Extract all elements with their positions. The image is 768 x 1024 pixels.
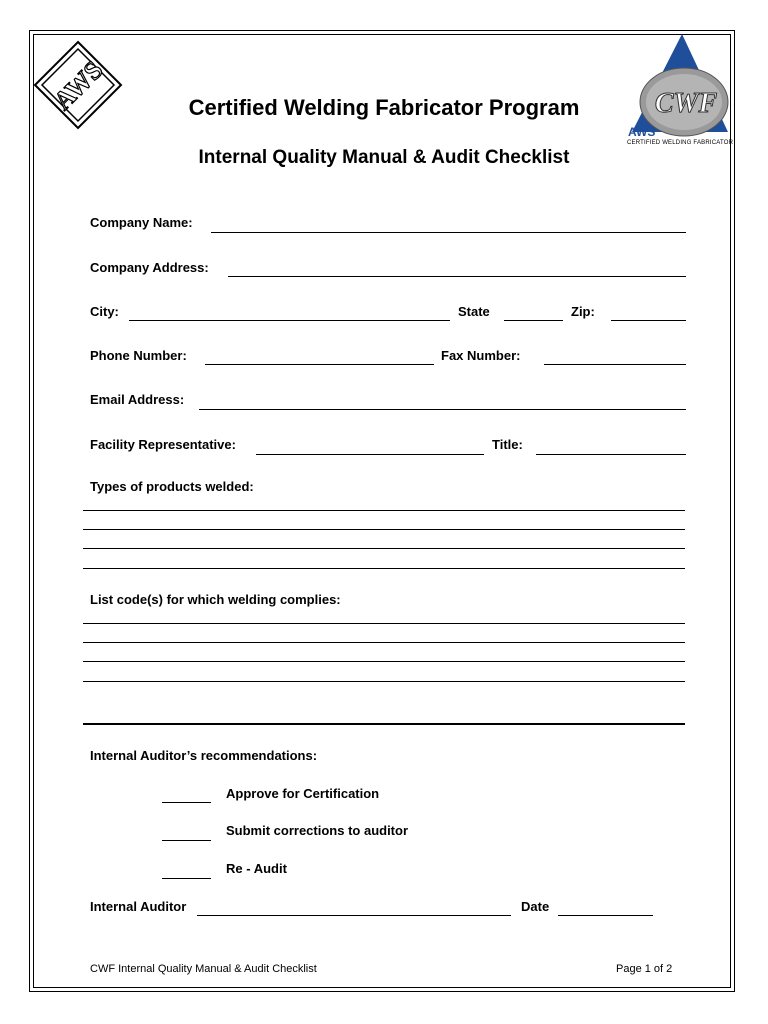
title-label: Title: [492,437,523,452]
codes-line[interactable] [83,681,685,682]
city-label: City: [90,304,119,319]
codes-line[interactable] [83,661,685,662]
codes-line[interactable] [83,642,685,643]
approve-check-line[interactable] [162,802,211,803]
cwf-logo-aws: AWS [628,125,656,139]
company-address-label: Company Address: [90,260,209,275]
auditor-field[interactable] [197,915,511,916]
cwf-logo [620,32,735,150]
option-approve: Approve for Certification [226,786,380,801]
zip-label: Zip: [571,304,595,319]
fax-label: Fax Number: [441,348,521,363]
footer-left: CWF Internal Quality Manual & Audit Checklist [90,963,317,975]
footer-page-number: Page 1 of 2 [616,963,673,975]
page-border-inner [33,34,731,988]
facility-rep-label: Facility Representative: [90,437,236,452]
email-label: Email Address: [90,392,185,407]
city-field[interactable] [129,320,450,321]
cwf-logo-caption: CERTIFIED WELDING FABRICATOR [627,140,733,146]
products-line[interactable] [83,529,685,530]
state-field[interactable] [504,320,563,321]
page-title: Certified Welding Fabricator Program [188,95,580,120]
reaudit-check-line[interactable] [162,878,211,879]
products-line[interactable] [83,510,685,511]
date-field[interactable] [558,915,653,916]
aws-logo-text: AWS [48,55,109,116]
phone-label: Phone Number: [90,348,187,363]
company-name-label: Company Name: [90,215,193,230]
state-label: State [458,304,490,319]
auditor-label: Internal Auditor [90,899,187,914]
title-field[interactable] [536,454,686,455]
recommendations-heading: Internal Auditor’s recommendations: [90,748,318,763]
zip-field[interactable] [611,320,686,321]
corrections-check-line[interactable] [162,840,211,841]
date-label: Date [521,899,550,914]
products-line[interactable] [83,568,685,569]
option-reaudit: Re - Audit [226,861,287,876]
codes-line[interactable] [83,623,685,624]
cwf-logo-text: CWF [654,88,718,119]
fax-field[interactable] [544,364,686,365]
products-label: Types of products welded: [90,479,254,494]
email-field[interactable] [199,409,686,410]
option-corrections: Submit corrections to auditor [226,823,409,838]
products-line[interactable] [83,548,685,549]
phone-field[interactable] [205,364,434,365]
facility-rep-field[interactable] [256,454,484,455]
company-name-field[interactable] [211,232,686,233]
codes-label: List code(s) for which welding complies: [90,592,341,607]
page-subtitle: Internal Quality Manual & Audit Checklist [198,147,570,168]
section-divider [83,723,685,725]
company-address-field[interactable] [228,276,686,277]
